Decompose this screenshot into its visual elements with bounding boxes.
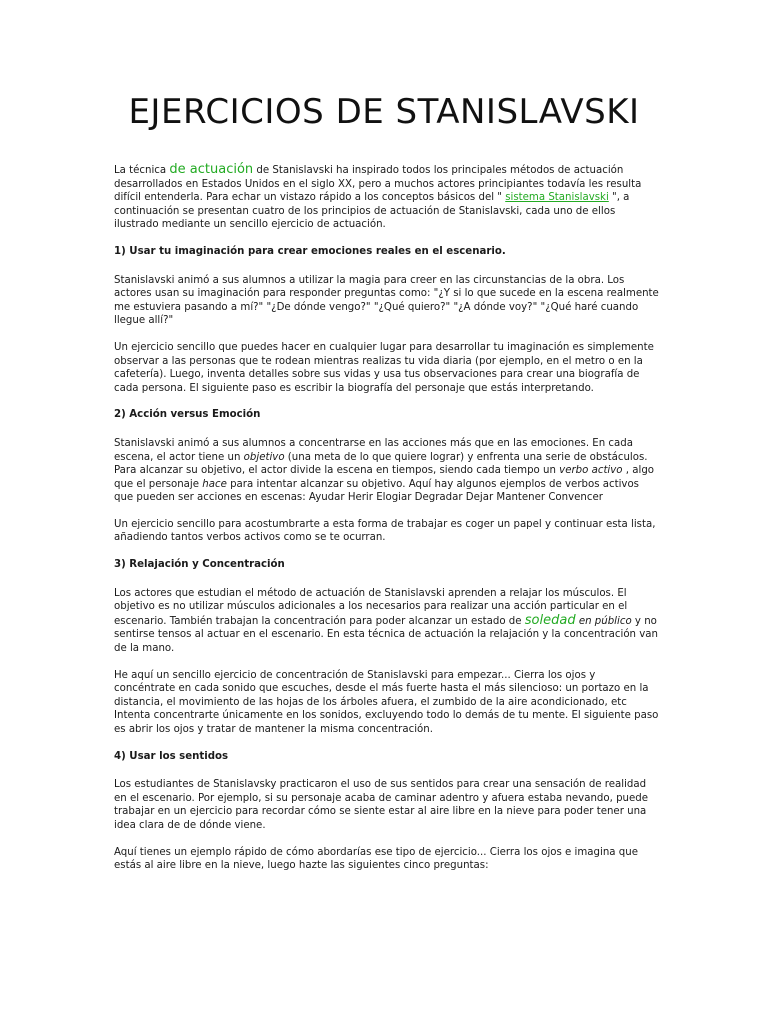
section-4-heading: 4) Usar los sentidos xyxy=(114,750,229,762)
section-2-text-c: , algo que el personaje xyxy=(114,465,655,490)
section-4-paragraph-2: Aquí tienes un ejemplo rápido de cómo abordarías ese tipo de ejercicio... Cierra los ojos e imagina que estás al aire libre en la nieve, luego hazte las siguientes cinco preguntas: xyxy=(114,846,638,872)
section-2-text-b: (una meta de lo que quiere lograr) y enfrenta una serie de obstáculos. Para alcanzar su objetivo, el actor divide la escena en tiempos, siendo cada tiempo un xyxy=(114,451,648,477)
section-3-heading: 3) Relajación y Concentración xyxy=(114,559,285,571)
section-2-heading: 2) Acción versus Emoción xyxy=(114,409,261,421)
section-2-text-d: para intentar alcanzar su objetivo. Aquí hay algunos ejemplos de verbos activos que pueden ser acciones en escenas: Ayudar Herir Elogiar Degradar Dejar Mantener Convencer xyxy=(114,478,639,504)
intro-text-1: La técnica xyxy=(114,165,170,176)
page-title: EJERCICIOS DE STANISLAVSKI xyxy=(128,92,640,132)
section-3-paragraph-2: He aquí un sencillo ejercicio de concentración de Stanislavski para empezar... Cierra los ojos y concéntrate en cada sonido que escuches, desde el más fuerte hasta el más silencioso: un portazo en la distancia, el movimiento de las hojas de los árboles afuera, el zumbido de la aire acondicionado, etc Intenta concentrarte únicamente en los sonidos, excluyendo todo lo demás de tu mente. El siguiente paso es abrir los ojos y tratar de mantener la misma concentración. xyxy=(114,669,659,735)
section-3-text-a: Los actores que estudian el método de actuación de Stanislavski aprenden a relajar los músculos. El objetivo es no utilizar músculos adicionales a los necesarios para realizar una acción particular en el escenario. También trabajan la concentración para poder alcanzar un estado de xyxy=(114,587,628,627)
link-de-actuacion[interactable]: de actuación xyxy=(169,162,254,177)
section-3-paragraph-1 xyxy=(114,587,659,656)
section-4-paragraph-1: Los estudiantes de Stanislavsky practicaron el uso de sus sentidos para crear una sensación de realidad en el escenario. Por ejemplo, si su personaje acaba de caminar adentro y afuera estaba nevando, puede trabajar en un ejercicio para recordar cómo se siente estar al aire libre en la nieve para poder tener una idea clara de de dónde viene. xyxy=(114,779,649,831)
section-2-paragraph-1 xyxy=(114,437,659,505)
link-soledad[interactable]: soledad xyxy=(524,612,576,628)
section-1-heading: 1) Usar tu imaginación para crear emociones reales en el escenario. xyxy=(114,245,506,257)
section-3-em-en-publico: en público xyxy=(575,615,632,627)
section-1-paragraph-2: Un ejercicio sencillo que puedes hacer en cualquier lugar para desarrollar tu imaginación es simplemente observar a las personas que te rodean mientras realizas tu vida diaria (por ejemplo, en el metro o en la cafetería). Luego, inventa detalles sobre sus vidas y usa tus observaciones para crear una biografía de cada persona. El siguiente paso es escribir la biografía del personaje que estás interpretando. xyxy=(114,341,654,394)
section-2-text-a: Stanislavski animó a sus alumnos a concentrarse en las acciones más que en las emociones. En cada escena, el actor tiene un xyxy=(114,437,633,463)
intro-text-3: ", a continuación se presentan cuatro de los principios de actuación de Stanislavski, cada uno de ellos ilustrado mediante un sencillo ejercicio de actuación. xyxy=(114,192,630,231)
section-2-paragraph-2: Un ejercicio sencillo para acostumbrarte a esta forma de trabajar es coger un papel y continuar esta lista, añadiendo tantos verbos activos como se te ocurran. xyxy=(114,518,656,544)
section-2-em-objetivo: objetivo xyxy=(243,451,285,463)
section-3-text-b: y no sentirse tensos al actuar en el escenario. En esta técnica de actuación la relajación y la concentración van de la mano. xyxy=(114,615,658,655)
link-sistema-stanislavski[interactable]: sistema Stanislavski xyxy=(505,192,609,204)
intro-paragraph xyxy=(114,163,659,232)
intro-text-2: de Stanislavski ha inspirado todos los principales métodos de actuación desarrollados en Estados Unidos en el siglo XX, pero a muchos actores principiantes todavía les resulta difícil entenderla. Para echar un vistazo rápido a los conceptos básicos del " xyxy=(114,165,642,204)
document-body xyxy=(114,163,659,886)
section-1-paragraph-1: Stanislavski animó a sus alumnos a utilizar la magia para creer en las circunstancias de la obra. Los actores usan su imaginación para responder preguntas como: "¿Y si lo que sucede en la escena realmente me estuviera pasando a mí?" "¿De dónde vengo?" "¿Qué quiero?" "¿A dónde voy?" "¿Qué haré cuando llegue allí?" xyxy=(114,274,659,327)
section-2-em-verbo-activo: verbo activo xyxy=(559,465,623,477)
section-2-em-hace: hace xyxy=(202,478,227,490)
